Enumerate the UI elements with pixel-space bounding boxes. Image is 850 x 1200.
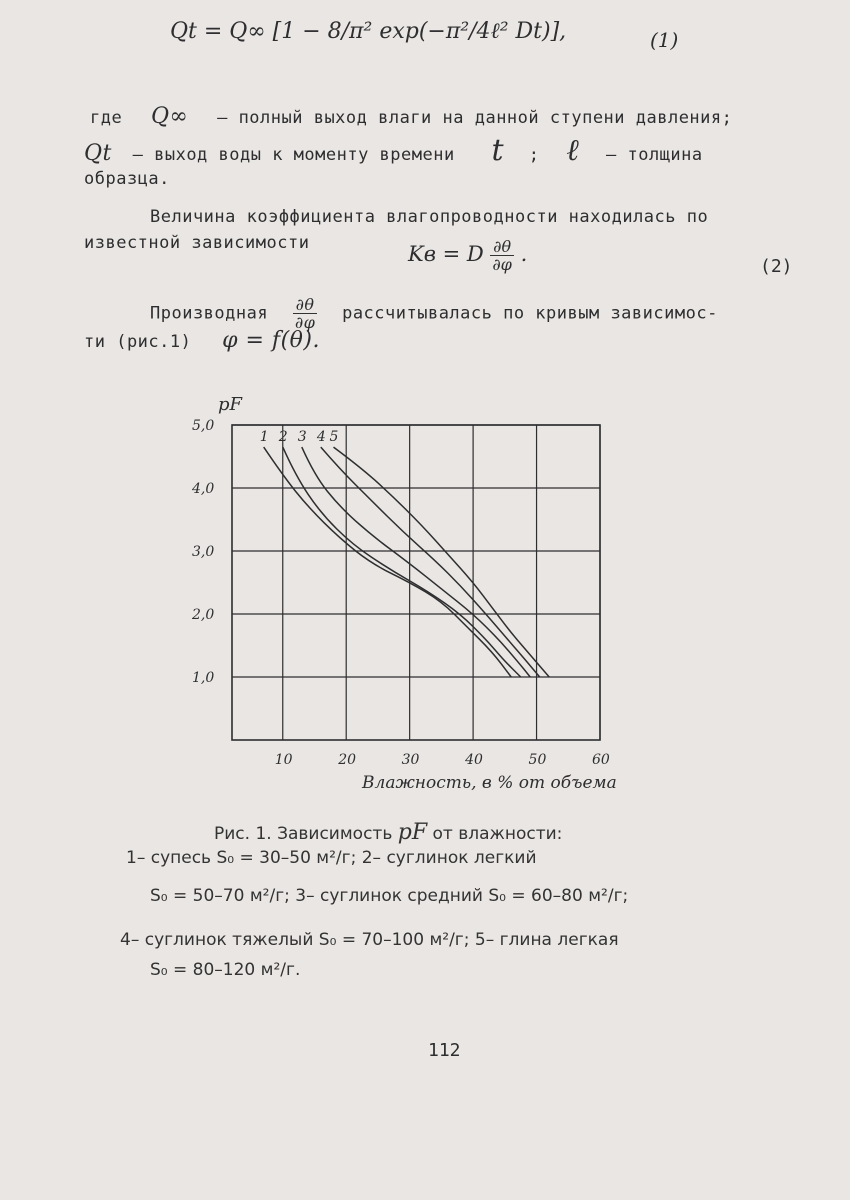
curve-label-5: 5 (329, 429, 339, 446)
curve-4 (321, 447, 540, 677)
chart-series-labels (260, 429, 339, 445)
para1-line3: образца. (84, 169, 170, 189)
symbol-q-infinity: Q∞ (150, 104, 189, 129)
para3-line2 (84, 326, 320, 357)
figure-caption-line3: S₀ = 50–70 м²/г; 3– суглинок средний S₀ = 60–80 м²/г; (150, 886, 629, 906)
para3-line2-text: ти (рис.1) (84, 332, 192, 352)
para2-line1: Величина коэффициента влагопроводности находилась по (150, 207, 709, 227)
para1-line1-text: – полный выход влаги на данной ступени давления; (217, 108, 733, 128)
para1-line1 (90, 102, 732, 133)
chart-frame (232, 425, 600, 740)
para3-line1-rest: рассчитывалась по кривым зависимос- (342, 303, 718, 324)
formula-1-number: (1) (650, 28, 679, 52)
y-tick-label: 4,0 (192, 481, 215, 497)
formula-2-fraction (490, 238, 513, 273)
y-tick-label: 1,0 (192, 670, 215, 686)
para3-denominator: ∂φ (294, 313, 316, 332)
x-tick-label: 60 (592, 752, 610, 768)
figure-caption-line2: 1– супесь S₀ = 30–50 м²/г; 2– суглинок легкий (126, 848, 537, 868)
formula-2-denominator: ∂φ (492, 255, 512, 274)
formula-2-numerator: ∂θ (490, 238, 513, 256)
x-tick-label: 10 (274, 752, 293, 768)
figure-caption-line4: 4– суглинок тяжелый S₀ = 70–100 м²/г; 5– глина легкая (120, 930, 619, 950)
y-axis-label: pF (218, 394, 243, 415)
y-tick-label: 3,0 (192, 544, 215, 560)
caption-prefix: Рис. 1. Зависимость (214, 824, 393, 844)
chart-ticks (191, 418, 610, 768)
caption-symbol-pf: pF (397, 820, 428, 845)
para2-line2: известной зависимости (84, 233, 310, 253)
para1-prefix: где (90, 108, 123, 128)
curve-5 (334, 447, 550, 677)
symbol-l: ℓ (566, 133, 580, 168)
symbol-t: t (491, 133, 504, 168)
para3-word1: Производная (150, 303, 269, 324)
curve-2 (283, 447, 521, 677)
page-number: 112 (428, 1040, 461, 1061)
figure-caption-line1 (214, 820, 562, 845)
symbol-q-t: Qt (84, 141, 112, 166)
formula-2-dot: . (520, 242, 528, 266)
x-tick-label: 30 (401, 752, 420, 768)
curve-label-1: 1 (259, 429, 269, 446)
pf-moisture-chart (180, 380, 620, 800)
formula-1: Qt = Q∞ [1 − 8/π² exp(−π²/4ℓ² Dt)], (170, 19, 567, 44)
formula-2-lhs: Kв = D (408, 242, 484, 266)
para1-sep: ; (528, 145, 540, 165)
curve-label-4: 4 (316, 429, 326, 446)
x-tick-label: 40 (465, 752, 483, 768)
x-tick-label: 50 (528, 752, 547, 768)
formula-2 (408, 238, 527, 273)
figure-caption-line5: S₀ = 80–120 м²/г. (150, 960, 301, 980)
x-tick-label: 20 (338, 752, 357, 768)
para3-formula: φ = f(θ). (222, 328, 320, 353)
x-axis-label: Влажность, в % от объема (362, 773, 617, 793)
curve-label-3: 3 (297, 429, 307, 446)
curve-3 (302, 447, 530, 677)
para3-numerator: ∂θ (293, 296, 317, 314)
curve-label-2: 2 (278, 429, 288, 446)
formula-2-number: (2) (760, 256, 793, 277)
caption-line1-rest: от влажности: (432, 824, 563, 844)
chart-grid (232, 425, 600, 740)
para1-line2 (84, 133, 703, 170)
chart-curves (264, 447, 550, 677)
y-tick-label: 2,0 (192, 607, 215, 623)
para1-line2-rest: – толщина (606, 145, 703, 165)
para1-line2-text: – выход воды к моменту времени (132, 145, 455, 165)
y-tick-label: 5,0 (192, 418, 215, 434)
